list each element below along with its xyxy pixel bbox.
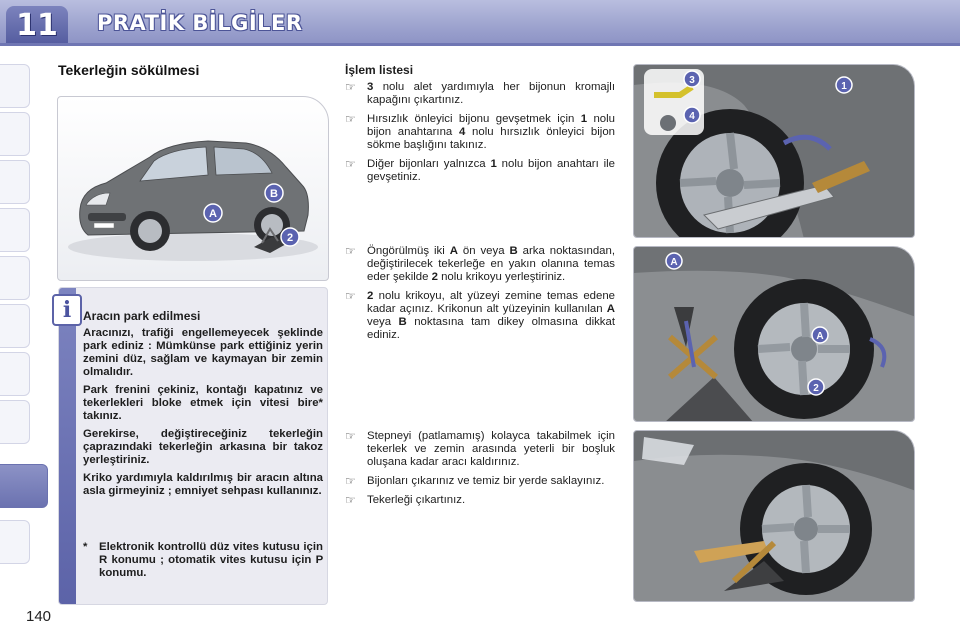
info-stripe xyxy=(59,288,76,604)
chapter-tab-strip xyxy=(0,64,30,584)
pointing-hand-icon: ☞ xyxy=(345,157,356,171)
svg-text:2: 2 xyxy=(813,383,819,394)
footnote-text: Elektronik kontrollü düz vites kutusu için R konumu ; otomatik vites kutusu için P konumu. xyxy=(99,541,323,579)
chapter-tab[interactable] xyxy=(0,352,30,396)
list-item: ☞ 3 nolu alet yardımıyla her bijonun kromajlı kapağını çıkartınız. xyxy=(345,80,615,106)
svg-text:A: A xyxy=(670,257,678,268)
photo-label-3 xyxy=(684,71,700,87)
svg-text:4: 4 xyxy=(689,111,695,122)
car-jacking-diagram xyxy=(57,96,329,281)
photo-label-2 xyxy=(808,379,824,395)
svg-text:3: 3 xyxy=(689,75,695,86)
info-paragraph: Park frenini çekiniz, kontağı kapatınız ve tekerlekleri bloke etmek için vitesi bire* takınız. xyxy=(83,384,323,422)
svg-text:2: 2 xyxy=(286,232,294,244)
photo-label-a-bottom xyxy=(812,327,828,343)
chapter-tab[interactable] xyxy=(0,256,30,300)
procedure-title: İşlem listesi xyxy=(345,63,414,77)
list-item: ☞ Bijonları çıkarınız ve temiz bir yerde saklayınız. xyxy=(345,474,605,488)
photo-label-1 xyxy=(836,77,852,93)
photo-jack-placement xyxy=(633,246,915,422)
car-illustration xyxy=(58,97,328,280)
header-band xyxy=(0,0,960,46)
pointing-hand-icon: ☞ xyxy=(345,474,356,488)
header-title: PRATİK BİLGİLER xyxy=(97,11,303,35)
chapter-tab[interactable] xyxy=(0,112,30,156)
info-paragraph: Gerekirse, değiştireceğiniz tekerleğin çaprazındaki tekerleğin arkasına bir takoz yerleştiriniz. xyxy=(83,428,323,466)
diagram-label-b xyxy=(265,184,283,202)
section-title: Tekerleğin sökülmesi xyxy=(58,62,200,78)
photo-label-a-top xyxy=(666,253,682,269)
pointing-hand-icon: ☞ xyxy=(345,80,356,94)
diagram-label-a xyxy=(204,204,222,222)
list-item: ☞ 2 nolu krikoyu, alt yüzeyi zemine temas edene kadar açınız. Krikonun alt yüzeyinin kullanılan A veya B noktasına tam dikey olmasına dikkat ediniz. xyxy=(345,289,615,341)
chapter-tab[interactable] xyxy=(0,208,30,252)
info-box xyxy=(58,287,328,605)
info-heading: Aracın park edilmesi xyxy=(83,309,201,323)
pointing-hand-icon: ☞ xyxy=(345,244,356,258)
photo-label-4 xyxy=(684,107,700,123)
svg-text:1: 1 xyxy=(841,81,847,92)
procedure-group-3 xyxy=(345,430,615,513)
list-item: ☞ Tekerleği çıkartınız. xyxy=(345,493,466,507)
page-number: 140 xyxy=(26,608,52,625)
procedure-group-1 xyxy=(345,64,615,190)
chapter-tab[interactable] xyxy=(0,520,30,564)
chapter-tab[interactable] xyxy=(0,400,30,444)
info-icon: i xyxy=(52,294,82,326)
pointing-hand-icon: ☞ xyxy=(345,289,356,303)
list-item: ☞ Stepneyi (patlamamış) kolayca takabilmek için tekerlek ve zemin arasında yeterli bir boşluk oluşana kadar aracı kaldırınız. xyxy=(345,429,615,468)
svg-text:A: A xyxy=(816,331,824,342)
svg-text:B: B xyxy=(270,188,278,200)
info-content xyxy=(83,310,323,503)
pointing-hand-icon: ☞ xyxy=(345,429,356,443)
procedure-group-2 xyxy=(345,245,615,348)
list-item: ☞ Öngörülmüş iki A ön veya B arka noktasından, değiştirilecek tekerleğe en yakın olanına temas eder şekilde 2 nolu krikoyu yerleştiriniz. xyxy=(345,244,615,283)
diagram-label-2 xyxy=(281,228,299,246)
info-paragraph: Kriko yardımıyla kaldırılmış bir aracın altına asla girmeyiniz ; emniyet sehpası kullanınız. xyxy=(83,472,323,497)
photo-raised-vehicle xyxy=(633,430,915,602)
pointing-hand-icon: ☞ xyxy=(345,112,356,126)
chapter-tab-active[interactable] xyxy=(0,464,48,508)
chapter-tab[interactable] xyxy=(0,64,30,108)
chapter-badge xyxy=(6,6,68,46)
info-paragraph: Aracınızı, trafiği engellemeyecek şeklinde park ediniz : Mümkünse park ettiğiniz yerin zemini düz, sağlam ve kaymayan bir zemin olmalıdır. xyxy=(83,327,323,378)
chapter-tab[interactable] xyxy=(0,160,30,204)
pointing-hand-icon: ☞ xyxy=(345,493,356,507)
footnote-star: * xyxy=(83,541,88,553)
chapter-number: 11 xyxy=(16,8,58,43)
svg-text:A: A xyxy=(209,208,217,220)
list-item: ☞ Diğer bijonları yalnızca 1 nolu bijon anahtarı ile gevşetiniz. xyxy=(345,157,615,183)
footnote xyxy=(83,541,323,580)
photo-loosen-wheel-nuts xyxy=(633,64,915,238)
chapter-tab[interactable] xyxy=(0,304,30,348)
list-item: ☞ Hırsızlık önleyici bijonu gevşetmek için 1 nolu bijon anahtarına 4 nolu hırsızlık önleyici bijon sökme başlığını takınız. xyxy=(345,112,616,151)
